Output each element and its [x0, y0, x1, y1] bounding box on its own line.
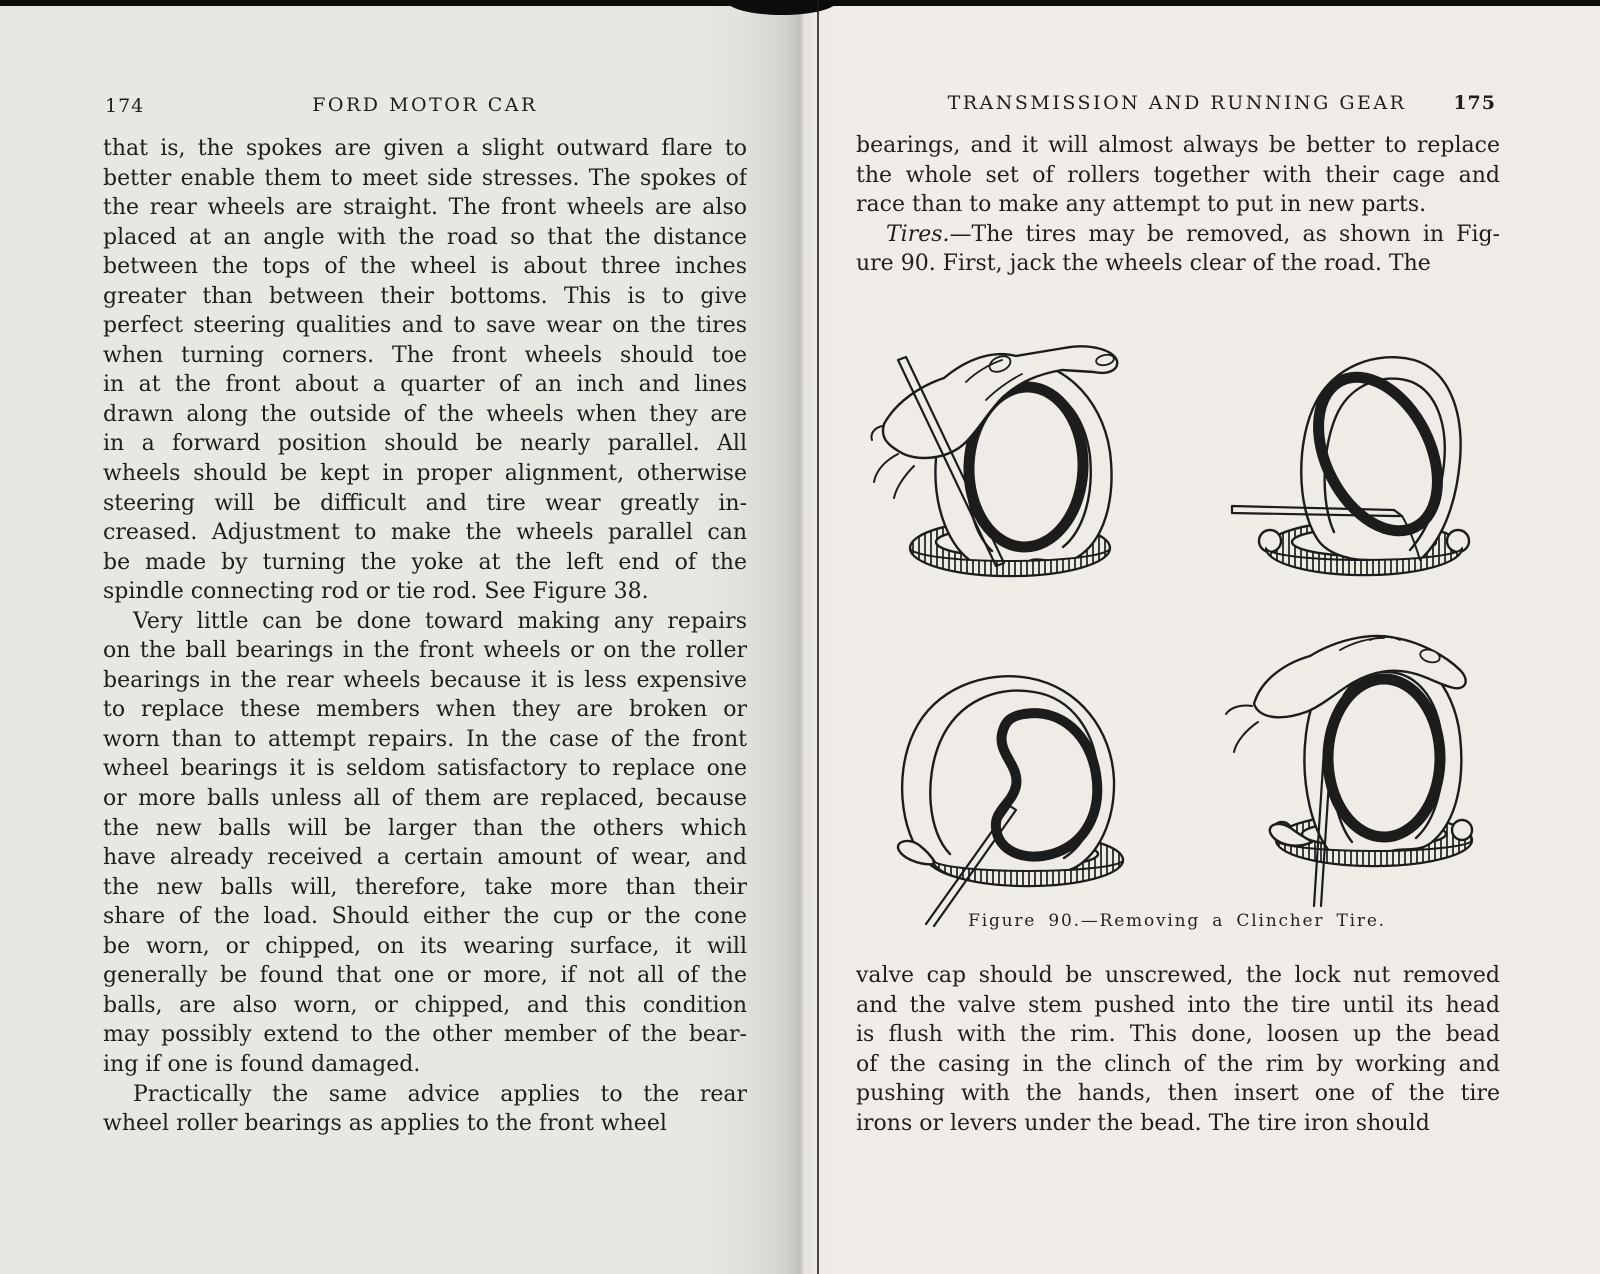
text-line: irons or levers under the bead. The tire iron should: [856, 1110, 1430, 1136]
right-page-body-text-bottom: [856, 961, 1500, 1138]
text-line: balls, are also worn, or chipped, and this condition: [103, 992, 747, 1018]
text-line: is flush with the rim. This done, loosen up the bead: [856, 1022, 1500, 1048]
text-line: placed at an angle with the road so that the distance: [103, 224, 747, 250]
text-line: ure 90. First, jack the wheels clear of the road. The: [856, 251, 1431, 277]
text-line: bearings, and it will almost always be better to replace: [856, 133, 1500, 158]
text-line: in at the front about a quarter of an inch and lines: [103, 372, 747, 398]
text-line: Practically the same advice applies to the rear: [133, 1081, 747, 1107]
text-line: that is, the spokes are given a slight outward flare to: [103, 136, 747, 161]
text-line: Very little can be done toward making any repairs: [133, 608, 747, 634]
text-line: the new balls will, therefore, take more than their: [103, 874, 747, 900]
text-line: and the valve stem pushed into the tire until its head: [856, 992, 1500, 1018]
right-page-body-text-top: [856, 131, 1500, 279]
left-page-body-text: [103, 134, 747, 1139]
text-line: in a forward position should be nearly parallel. All: [103, 431, 747, 457]
text-line: the new balls will be larger than the others which: [103, 815, 747, 841]
text-line: between the tops of the wheel is about three inches: [103, 254, 747, 280]
text-line: Tires.—The tires may be removed, as shown in Fig-: [886, 221, 1500, 247]
text-line: the whole set of rollers together with their cage and: [856, 162, 1500, 188]
tire-removal-step-2-illustration: [1226, 310, 1494, 606]
text-line: generally be found that one or more, if not all of the: [103, 963, 747, 989]
text-line: the rear wheels are straight. The front wheels are also: [103, 195, 747, 221]
text-line: pushing with the hands, then insert one of the tire: [856, 1081, 1500, 1107]
text-line: greater than between their bottoms. This is to give: [103, 283, 747, 309]
text-line: have already received a certain amount of wear, and: [103, 845, 747, 871]
left-page-number: 174: [105, 95, 145, 117]
text-line: of the casing in the clinch of the rim by working and: [856, 1051, 1500, 1077]
text-line: better enable them to meet side stresses. The spokes of: [103, 165, 747, 191]
text-line: valve cap should be unscrewed, the lock nut removed: [856, 963, 1500, 988]
text-line: be worn, or chipped, on its wearing surface, it will: [103, 933, 747, 959]
text-line: steering will be difficult and tire wear greatly in-: [103, 490, 747, 516]
right-running-head: TRANSMISSION AND RUNNING GEAR: [947, 92, 1407, 114]
text-line: on the ball bearings in the front wheels or on the roller: [103, 638, 747, 664]
text-line: spindle connecting rod or tie rod. See Figure 38.: [103, 579, 649, 605]
text-line: share of the load. Should either the cup or the cone: [103, 904, 747, 930]
text-line: worn than to attempt repairs. In the case of the front: [103, 726, 747, 752]
left-page-header: [103, 94, 747, 120]
text-line: perfect steering qualities and to save wear on the tires: [103, 313, 747, 339]
text-line: race than to make any attempt to put in new parts.: [856, 192, 1427, 218]
text-line: bearings in the rear wheels because it is less expensive: [103, 667, 747, 693]
text-line: wheel bearings it is seldom satisfactory to replace one: [103, 756, 747, 782]
text-line: when turning corners. The front wheels should toe: [103, 342, 747, 368]
text-line: to replace these members when they are broken or: [103, 697, 747, 723]
text-line: or more balls unless all of them are replaced, because: [103, 786, 747, 812]
text-line: wheels should be kept in proper alignment, otherwise: [103, 461, 747, 487]
binding-gutter-line: [817, 0, 819, 1274]
tire-removal-step-1-illustration: [868, 302, 1150, 610]
text-line: wheel roller bearings as applies to the front wheel: [103, 1111, 667, 1137]
text-line: be made by turning the yoke at the left end of the: [103, 549, 747, 575]
figure-90-removing-clincher-tire: [850, 296, 1500, 910]
figure-caption: Figure 90.—Removing a Clincher Tire.: [968, 911, 1386, 931]
left-running-head: FORD MOTOR CAR: [312, 94, 538, 116]
right-page-number: 175: [1453, 92, 1496, 114]
tire-removal-step-3-illustration: [864, 626, 1148, 930]
text-line: ing if one is found damaged.: [103, 1051, 421, 1077]
tire-removal-step-4-illustration: [1222, 582, 1500, 908]
text-line: creased. Adjustment to make the wheels parallel can: [103, 520, 747, 546]
text-line: may possibly extend to the other member of the bear-: [103, 1022, 747, 1048]
text-line: drawn along the outside of the wheels when they are: [103, 401, 747, 427]
right-page-header: [856, 92, 1498, 118]
